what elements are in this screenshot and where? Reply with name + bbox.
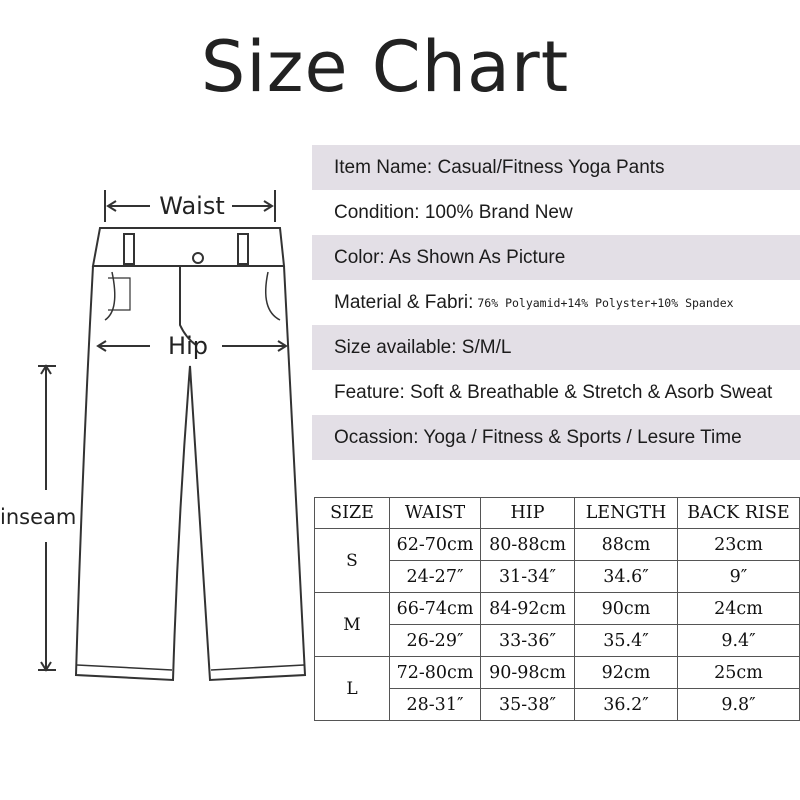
table-cell: 90-98cm (481, 657, 575, 689)
table-cell: 88cm (575, 529, 678, 561)
table-cell: 9″ (678, 561, 800, 593)
product-info (312, 145, 800, 460)
table-cell: 62-70cm (390, 529, 481, 561)
size-table (314, 497, 800, 721)
table-cell: 90cm (575, 593, 678, 625)
info-occasion: Ocassion: Yoga / Fitness & Sports / Lesure Time (312, 415, 800, 460)
header-back-rise: BACK RISE (678, 498, 800, 529)
table-cell: 9.4″ (678, 625, 800, 657)
table-cell: 66-74cm (390, 593, 481, 625)
header-waist: WAIST (390, 498, 481, 529)
info-material: Material & Fabri: 76% Polyamid+14% Polyster+10% Spandex (334, 291, 734, 313)
table-row (315, 657, 800, 689)
info-color: Color: As Shown As Picture (312, 235, 800, 280)
info-condition: Condition: 100% Brand New (334, 201, 573, 223)
size-cell: L (315, 657, 390, 721)
size-cell: M (315, 593, 390, 657)
size-cell: S (315, 529, 390, 593)
table-cell: 9.8″ (678, 689, 800, 721)
pants-diagram (0, 170, 310, 700)
table-cell: 35.4″ (575, 625, 678, 657)
header-length: LENGTH (575, 498, 678, 529)
hip-label: Hip (168, 332, 208, 360)
table-cell: 80-88cm (481, 529, 575, 561)
table-row (315, 529, 800, 561)
table-cell: 34.6″ (575, 561, 678, 593)
table-cell: 35-38″ (481, 689, 575, 721)
info-item-name: Item Name: Casual/Fitness Yoga Pants (312, 145, 800, 190)
table-cell: 24cm (678, 593, 800, 625)
table-cell: 28-31″ (390, 689, 481, 721)
waist-label: Waist (159, 192, 225, 220)
table-row (315, 593, 800, 625)
table-cell: 31-34″ (481, 561, 575, 593)
inseam-label: inseam (0, 505, 77, 529)
table-cell: 26-29″ (390, 625, 481, 657)
table-cell: 92cm (575, 657, 678, 689)
table-cell: 36.2″ (575, 689, 678, 721)
table-cell: 84-92cm (481, 593, 575, 625)
table-cell: 33-36″ (481, 625, 575, 657)
table-cell: 72-80cm (390, 657, 481, 689)
page-title: Size Chart (200, 26, 570, 108)
table-cell: 24-27″ (390, 561, 481, 593)
table-cell: 25cm (678, 657, 800, 689)
table-cell: 23cm (678, 529, 800, 561)
header-size: SIZE (315, 498, 390, 529)
header-hip: HIP (481, 498, 575, 529)
table-header-row (315, 498, 800, 529)
info-sizes: Size available: S/M/L (312, 325, 800, 370)
info-feature: Feature: Soft & Breathable & Stretch & Asorb Sweat (334, 381, 773, 403)
